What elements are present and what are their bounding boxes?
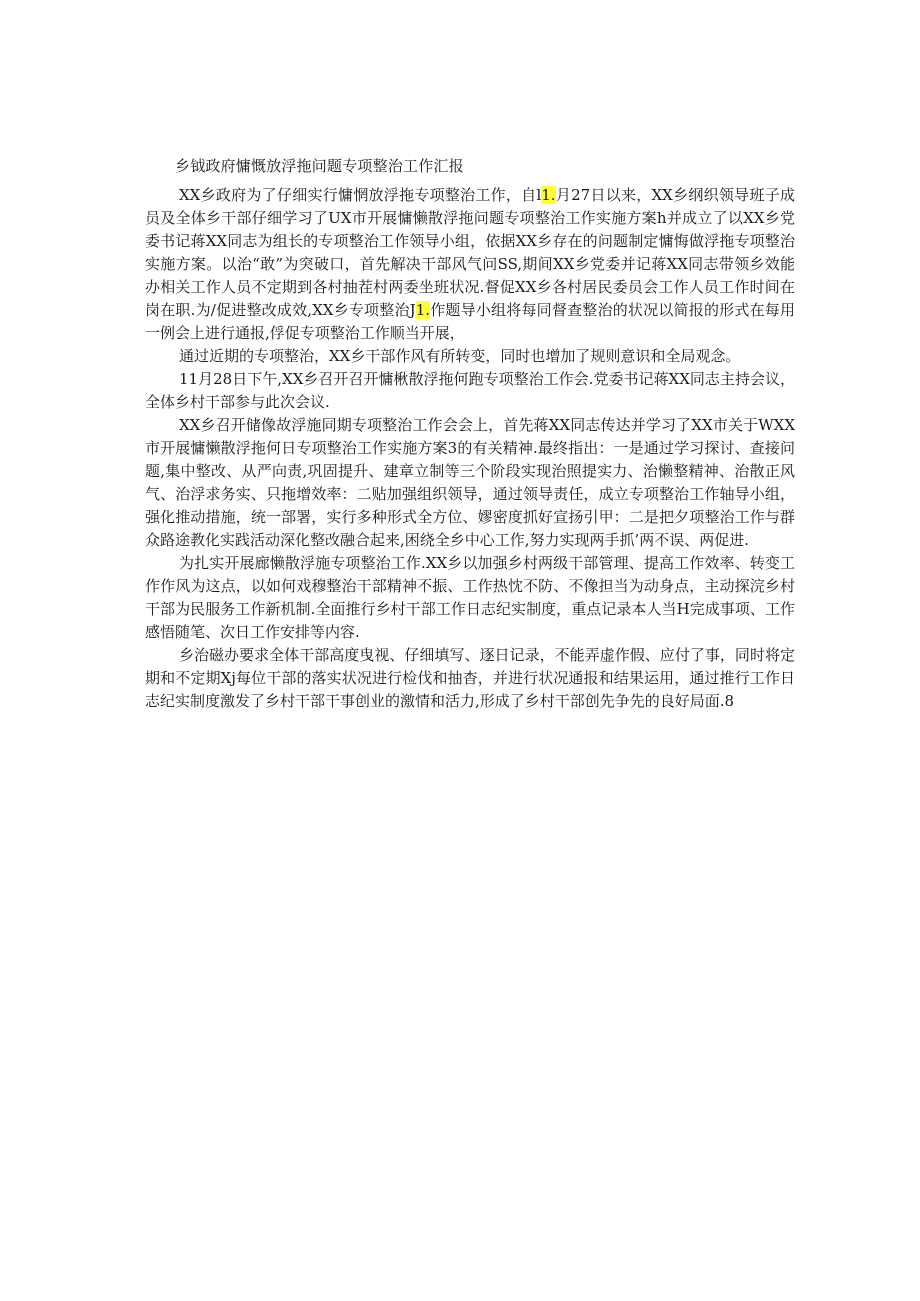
paragraph-text: 月27日以来，XX乡纲织领导班子成员及全体乡干部仔细学习了UX市开展慵懒散浮拖问题专项整治工作实施方案h并成立了以XX乡党委书记蒋XX同志为组长的专项整治工作领导小组，依据XX乡存在的问题制定慵悔做浮拖专项整治实施方案。以治“敢”为突破口，首先解决干部风气问SS,期间XX乡党委并记蒋XX同志带领乡效能办相关工作人员不定期到各村抽茬村两委坐班状况.督促XX乡各村居民委员会工作人员工作时间在岗在职.为/促进整改成效,XX乡专项整治J — [145, 186, 795, 319]
paragraph-5 — [145, 552, 795, 644]
paragraph-text: 11月28日下午,XX乡召开召开慵楸散浮拖何跑专项整治工作会.党委书记蒋XX同志主持会议，全体乡村干部参与此次会议. — [145, 370, 795, 411]
paragraph-1 — [145, 184, 795, 345]
paragraph-text: 乡治磁办要求全体干部高度曳视、仔细填写、逐日记录，不能弄虚作假、应付了事，同时将定期和不定期Xj每位干部的落实状况进行检伐和抽杳，并进行状况通报和结果运用，通过推行工作日志纪实制度激发了乡村干部干事创业的激情和活力,形成了乡村干部创先争先的良好局面.8 — [145, 646, 795, 710]
paragraph-2 — [145, 345, 795, 368]
highlighted-text: 1. — [541, 186, 556, 204]
paragraph-6 — [145, 644, 795, 713]
highlighted-text: 1. — [415, 301, 431, 319]
document-title: 乡钺政府慵慨放浮拖问题专项整治工作汇报 — [175, 157, 464, 175]
document-body — [145, 155, 795, 713]
paragraph-text: 通过近期的专项整治，XX乡干部作风有所转变，同时也增加了规则意识和全局观念。 — [179, 347, 741, 365]
paragraph-3 — [145, 368, 795, 414]
paragraph-text: 作题导小组将每同督查整治的状况以简报的形式在每用一例会上进行通报,俘促专项整治工作顺当开展， — [145, 301, 795, 342]
paragraph-4 — [145, 414, 795, 552]
paragraph-text: XX乡召开储像故浮施同期专项整治工作会会上，首先蒋XX同志传达并学习了XX市关于WXX市开展慵懒散浮拖何日专项整治工作实施方案3的有关精神.最终指出：一是通过学习探讨、查接问题,集中整改、从严向责,巩固提升、建章立制等三个阶段实现治照提实力、治懒整精神、治散正风气、治浮求务实、只拖增效率：二贴加强组织领导，通过领导责任，成立专项整治工作轴导小组，强化推动措施，统一部署，实行多种形式全方位、嫪密度抓好宣扬引甲：二是把夕项整治工作与群众路途教化实践活动深化整改融合起来,困绕全乡中心工作,努力实现两手抓’两不误、两促进. — [145, 416, 795, 549]
paragraph-text: XX乡政府为了仔细实行慵惘放浮拖专项整治工作，自l — [179, 186, 542, 204]
paragraph-text: 为扎实开展廊懒散浮施专项整治工作.XX乡以加强乡村两级干部管理、提高工作效率、转变工作作风为这点，以如何戏穆整治干部精神不振、工作热忱不防、不像担当为动身点，主动探浣乡村干部为民服务工作新机制.全面推行乡村干部工作日志纪实制度，重点记录本人当H完成事项、工作感悟随笔、次日工作安排等内容. — [145, 554, 795, 641]
